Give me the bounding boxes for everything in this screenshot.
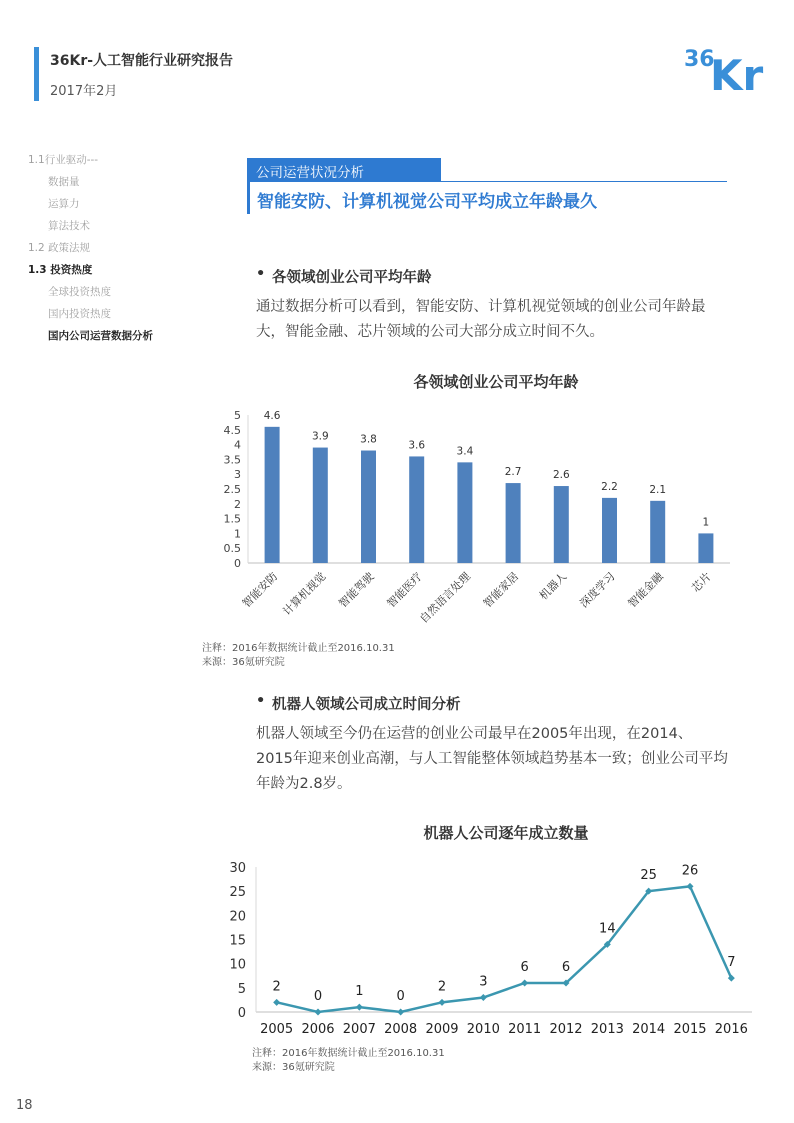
- page-number: 18: [16, 1098, 33, 1113]
- chart1-data-label: 4.6: [263, 409, 281, 422]
- bullet-dot-2: •: [256, 693, 266, 709]
- chart1-x-tick: 计算机视觉: [280, 569, 329, 619]
- chart2-data-label: 0: [396, 989, 405, 1004]
- chart1-y-tick: 4: [234, 438, 241, 452]
- bar-chart-avg-age: [200, 365, 760, 645]
- chart1-x-tick: 机器人: [536, 569, 570, 603]
- chart1-data-label: 3.8: [360, 433, 377, 446]
- chart1-data-label: 3.9: [311, 430, 329, 443]
- chart2-y-tick: 20: [229, 909, 246, 925]
- chart1-y-tick: 1: [234, 527, 241, 541]
- chart2-point: [439, 999, 446, 1006]
- chart1-bar: [265, 427, 280, 563]
- chart2-point: [315, 1009, 322, 1016]
- chart2-y-tick: 0: [237, 1006, 246, 1021]
- chart2-y-tick: 5: [237, 981, 246, 997]
- chart1-bar: [554, 486, 569, 563]
- chart2-y-tick: 30: [229, 861, 246, 876]
- chart2-source: 来源：36氪研究院: [252, 1062, 335, 1073]
- chart2-x-tick: 2005: [260, 1022, 294, 1037]
- section-divider: [247, 181, 727, 182]
- chart1-y-tick: 5: [234, 409, 241, 422]
- chart2-y-tick: 15: [229, 933, 246, 949]
- chart2-x-tick: 2016: [714, 1022, 748, 1037]
- chart2-point: [480, 994, 487, 1001]
- chart2-data-label: 6: [561, 960, 571, 975]
- chart1-y-tick: 3.5: [223, 453, 241, 467]
- toc-item[interactable]: 1.1行业驱动---: [28, 154, 99, 166]
- chart2-data-label: 6: [520, 960, 529, 975]
- section-title: 智能安防、计算机视觉公司平均成立年龄最久: [257, 192, 597, 212]
- chart1-data-label: 2.2: [601, 480, 618, 493]
- subheading-avg-age: 各领域创业公司平均年龄: [272, 270, 432, 286]
- chart2-x-tick: 2012: [549, 1022, 583, 1037]
- chart2-x-tick: 2011: [508, 1022, 542, 1037]
- chart1-data-label: 2.1: [649, 483, 667, 496]
- chart2-data-label: 2: [437, 979, 447, 995]
- chart1-y-tick: 2.5: [223, 483, 241, 496]
- chart2-x-tick: 2007: [342, 1022, 376, 1037]
- chart1-y-tick: 4.5: [223, 423, 241, 437]
- chart1-bar: [409, 456, 424, 563]
- logo-letters: Kr: [710, 51, 764, 95]
- toc-item[interactable]: 算法技术: [48, 220, 90, 232]
- chart1-bar: [602, 498, 617, 563]
- 36kr-logo: [680, 40, 770, 95]
- chart2-x-tick: 2008: [384, 1022, 418, 1037]
- chart2-data-label: 14: [599, 921, 616, 937]
- chart1-bar: [698, 533, 713, 563]
- toc-item[interactable]: 1.3 投资热度: [28, 264, 93, 276]
- chart1-source: 来源：36氪研究院: [202, 657, 285, 668]
- chart2-data-label: 3: [479, 974, 488, 990]
- toc-item[interactable]: 1.2 政策法规: [28, 242, 91, 254]
- chart1-bar: [506, 483, 521, 563]
- section-tag: 公司运营状况分析: [256, 165, 364, 181]
- chart1-x-tick: 智能金融: [625, 569, 666, 611]
- chart2-title: 机器人公司逐年成立数量: [423, 824, 589, 842]
- chart2-note: 注释：2016年数据统计截止至2016.10.31: [252, 1048, 445, 1059]
- chart2-data-label: 25: [640, 868, 657, 884]
- chart2-point: [521, 980, 528, 987]
- chart1-x-tick: 智能安防: [239, 569, 281, 611]
- line-chart-robot-companies: [220, 818, 760, 1046]
- chart1-x-tick: 深度学习: [577, 569, 618, 611]
- chart1-data-label: 3.4: [456, 445, 474, 458]
- chart1-y-tick: 3: [234, 468, 241, 482]
- chart2-y-tick: 10: [229, 957, 246, 973]
- chart2-x-tick: 2006: [301, 1022, 335, 1037]
- toc-item[interactable]: 国内投资热度: [48, 308, 111, 320]
- toc-item[interactable]: 数据量: [48, 176, 80, 188]
- chart2-point: [273, 999, 280, 1006]
- report-title: 36Kr-人工智能行业研究报告: [50, 53, 234, 69]
- chart1-bar: [457, 462, 472, 563]
- subheading-robot: 机器人领域公司成立时间分析: [272, 697, 461, 713]
- chart1-data-label: 2.6: [552, 469, 570, 482]
- chart1-y-tick: 0.5: [223, 542, 241, 556]
- logo-number: 36: [684, 47, 715, 72]
- chart2-point: [356, 1004, 363, 1011]
- chart2-x-tick: 2015: [673, 1022, 707, 1037]
- chart2-data-label: 0: [313, 989, 323, 1004]
- toc-item[interactable]: 国内公司运营数据分析: [48, 330, 153, 342]
- chart1-x-tick: 自然语言处理: [417, 569, 474, 626]
- chart2-data-label: 2: [272, 979, 281, 995]
- chart2-data-label: 7: [727, 955, 736, 971]
- chart1-bar: [313, 448, 328, 563]
- chart2-x-tick: 2013: [590, 1022, 624, 1037]
- bullet-dot-1: •: [256, 266, 266, 282]
- chart1-data-label: 3.6: [408, 439, 426, 452]
- chart1-x-tick: 智能驾驶: [336, 569, 377, 611]
- chart1-title: 各领域创业公司平均年龄: [413, 373, 579, 391]
- chart2-point: [397, 1009, 404, 1016]
- toc-item[interactable]: 全球投资热度: [48, 286, 111, 298]
- chart2-data-label: 1: [355, 984, 364, 1000]
- chart1-data-label: 1: [702, 516, 710, 529]
- header-accent-bar: [34, 47, 39, 101]
- chart1-y-tick: 1.5: [223, 512, 241, 526]
- chart1-x-tick: 芯片: [689, 569, 715, 595]
- chart1-x-tick: 智能医疗: [384, 569, 425, 611]
- toc-item[interactable]: 运算力: [48, 198, 80, 210]
- chart2-x-tick: 2009: [425, 1022, 459, 1037]
- chart2-x-tick: 2014: [632, 1022, 666, 1037]
- chart1-y-tick: 0: [234, 557, 241, 570]
- chart1-x-tick: 智能家居: [480, 569, 522, 611]
- chart1-bar: [650, 501, 665, 563]
- chart2-series-line: [277, 886, 732, 1012]
- chart2-data-label: 26: [681, 863, 699, 879]
- chart1-y-tick: 2: [234, 497, 241, 511]
- chart1-note: 注释：2016年数据统计截止至2016.10.31: [202, 643, 395, 654]
- chart2-y-tick: 25: [229, 885, 246, 901]
- chart1-data-label: 2.7: [504, 466, 522, 479]
- chart1-bar: [361, 451, 376, 563]
- chart2-x-tick: 2010: [466, 1022, 500, 1037]
- paragraph-robot: 机器人领域至今仍在运营的创业公司最早在2005年出现，在2014、2015年迎来创业高潮，与人工智能整体领域趋势基本一致；创业公司平均年龄为2.8岁。: [256, 726, 728, 792]
- paragraph-avg-age: 通过数据分析可以看到，智能安防、计算机视觉领域的创业公司年龄最大，智能金融、芯片领域的公司大部分成立时间不久。: [256, 299, 706, 340]
- report-date: 2017年2月: [50, 84, 118, 99]
- section-title-bar: [247, 181, 250, 214]
